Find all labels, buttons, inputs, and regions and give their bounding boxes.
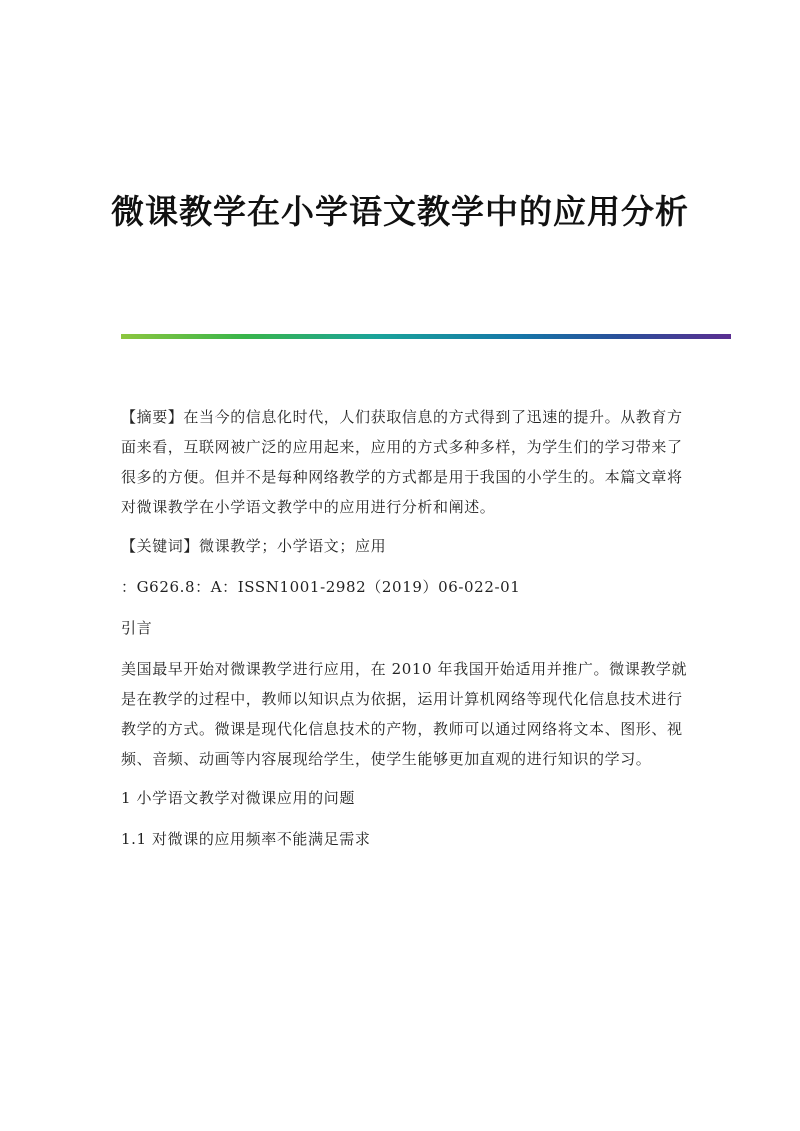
page-title: 微课教学在小学语文教学中的应用分析 xyxy=(111,192,689,231)
keywords-line: 【关键词】微课教学；小学语文；应用 xyxy=(121,537,387,555)
intro-heading: 引言 xyxy=(121,619,153,637)
abstract-paragraph: 【摘要】在当今的信息化时代，人们获取信息的方式得到了迅速的提升。从教育方面来看，互联网被广泛的应用起来，应用的方式多种多样，为学生们的学习带来了很多的方便。但并不是每种网络教学的方式都是用于我国的小学生的。本篇文章将对微课教学在小学语文教学中的应用进行分析和阐述。 xyxy=(121,408,683,516)
document-body xyxy=(121,402,691,865)
intro-paragraph: 美国最早开始对微课教学进行应用，在 2010 年我国开始适用并推广。微课教学就是在教学的过程中，教师以知识点为依据，运用计算机网络等现代化信息技术进行教学的方式。微课是现代化信息技术的产物，教师可以通过网络将文本、图形、视频、音频、动画等内容展现给学生，使学生能够更加直观的进行知识的学习。 xyxy=(121,660,688,768)
section-1-1-heading: 1.1 对微课的应用频率不能满足需求 xyxy=(121,830,371,848)
classification-line: ：G626.8：A：ISSN1001-2982（2019）06-022-01 xyxy=(121,578,521,596)
section-1-heading: 1 小学语文教学对微课应用的问题 xyxy=(121,789,355,807)
title-divider xyxy=(121,334,731,339)
